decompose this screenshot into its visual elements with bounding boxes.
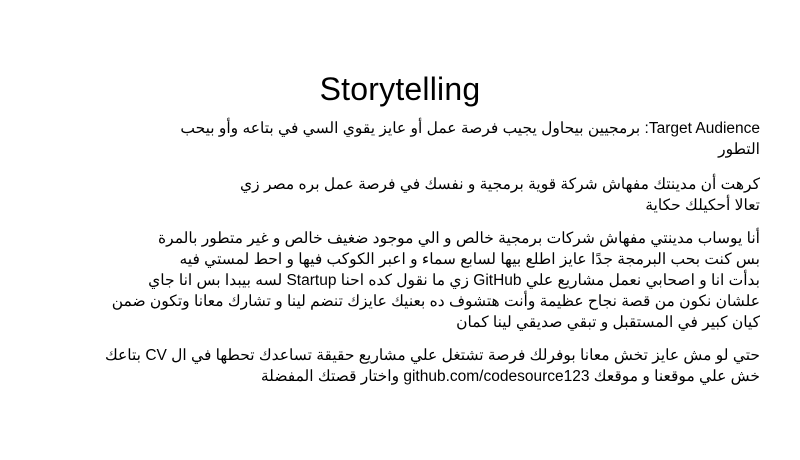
story-paragraph	[40, 228, 760, 333]
slide-body	[40, 118, 760, 387]
cta-line-2: خش علي موقعنا و موقعك github.com/codesource123 واختار قصتك المفضلة	[260, 368, 760, 385]
story-line-4: علشان نكون من قصة نجاح عظيمة وأنت هتشوف ده بعنيك عايزك تنضم لينا و تشارك معانا وتكون ضمن	[111, 293, 760, 310]
intro-paragraph	[40, 174, 760, 216]
story-line-5: كيان كبير في المستقبل و تبقي صديقي لينا كمان	[456, 314, 760, 331]
story-line-1: أنا يوساب مدينتي مفهاش شركات برمجية خالص و الي موجود ضغيف خالص و غير متطور بالمرة	[158, 230, 760, 247]
target-audience-line-2: التطور	[718, 141, 760, 158]
intro-line-2: تعالا أحكيلك حكاية	[645, 197, 760, 214]
page-title: Storytelling	[319, 71, 481, 107]
intro-line-1: كرهت أن مدينتك مفهاش شركة قوية برمجية و نفسك في فرصة عمل بره مصر زي	[240, 176, 760, 193]
target-audience-line-1: Target Audience: برمجيين بيحاول يجيب فرصة عمل أو عايز يقوي السي في بتاعه وأو بيحب	[180, 120, 760, 137]
call-to-action-paragraph	[40, 345, 760, 387]
cta-line-1: حتي لو مش عايز تخش معانا بوفرلك فرصة تشتغل علي مشاريع حقيقة تساعدك تحطها في ال CV بتاعك	[104, 347, 760, 364]
target-audience-paragraph	[40, 118, 760, 160]
story-line-3: بدأت انا و اصحابي نعمل مشاريع علي GitHub زي ما نقول كده احنا Startup لسه بيبدا بس انا جاي	[148, 272, 760, 289]
story-line-2: بس كنت بحب البرمجة جدًا عايز اطلع بيها لسابع سماء و اعبر الكوكب فيها و احط لمستي فيه	[179, 251, 760, 268]
